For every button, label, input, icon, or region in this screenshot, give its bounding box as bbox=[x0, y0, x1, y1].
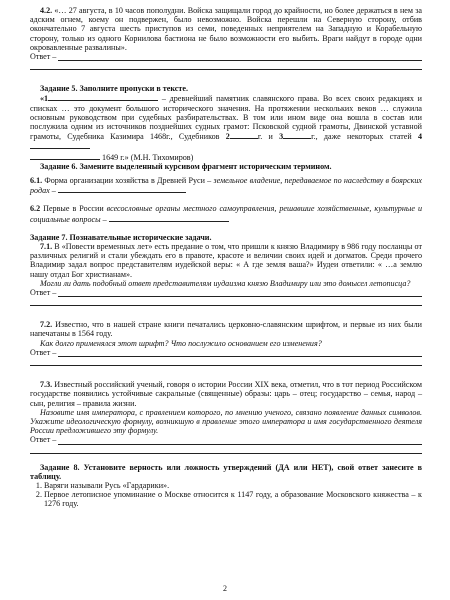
list-item: 1. Варяги называли Русь «Гардарики». bbox=[44, 481, 422, 490]
answer-extra-line[interactable] bbox=[30, 357, 422, 366]
answer-line-7-1[interactable]: Ответ – bbox=[30, 288, 422, 297]
blank-2[interactable] bbox=[230, 131, 258, 139]
answer-6-2[interactable] bbox=[109, 214, 229, 222]
answer-line-4-2[interactable]: Ответ – bbox=[30, 52, 422, 61]
page-number: 2 bbox=[223, 584, 227, 593]
answer-extra-line[interactable] bbox=[30, 445, 422, 454]
list-item: 2. Первое летописное упоминание о Москве относится к 1147 году, а образование Московского княжества – к 1276 году. bbox=[44, 490, 422, 508]
answer-6-1[interactable] bbox=[58, 185, 186, 193]
blank-3[interactable] bbox=[283, 131, 311, 139]
question-6-1: 6.1. Форма организации хозяйства в Древней Руси – земельное владение, передаваемое по наследству в боярских родах – bbox=[30, 176, 422, 196]
blank-1[interactable] bbox=[48, 93, 158, 101]
answer-extra-line[interactable] bbox=[30, 297, 422, 306]
question-7-2: 7.2. Известно, что в нашей стране книги печатались церковно-славянским шрифтом, и первые из них были напечатаны в 1564 году. bbox=[30, 320, 422, 339]
question-4-2: 4.2. «… 27 августа, в 10 часов пополудни. Войска защищали город до крайности, но более держаться в нем за адским огнем, коему он подвержен, было невозможно. Войска перешли на Северную сторону, отбив окончательно 7 августа шесть приступов из семи, поведенных неприятелем на Западную и Корабельную сторону, только из одного Корнилова бастиона не было возможности его выбить. Враги найдут в городе одни окровавленные развалины». bbox=[30, 6, 422, 52]
blank-4-cont[interactable] bbox=[30, 152, 100, 160]
question-7-3: 7.3. Известный российский ученый, говоря о истории России XIX века, отметил, что в тот период Российском государстве появились устойчивые сакральные (священные) образы: царь – отец; государство – семья, народ – сын, религия – правила жизни. bbox=[30, 380, 422, 408]
worksheet-page bbox=[30, 6, 422, 509]
answer-line-7-2[interactable]: Ответ – bbox=[30, 348, 422, 357]
answer-line-7-3[interactable]: Ответ – bbox=[30, 435, 422, 444]
answer-extra-line[interactable] bbox=[30, 61, 422, 70]
question-7-3-prompt: Назовите имя императора, с правлением которого, по мнению ученого, связано появление данных символов. Укажите идеологическую формулу, возникшую в правление этого императора и имя государственного деятеля России предложившего эту формулу. bbox=[30, 407, 422, 436]
task-7-title: Задание 7. Познавательные исторические задачи. bbox=[30, 232, 212, 242]
question-6-2: 6.2 Первые в России всесословные органы местного самоуправления, решавшие хозяйственные, культурные и социальные вопросы – bbox=[30, 204, 422, 224]
task-8-title: Задание 8. Установите верность или ложность утверждений (ДА или НЕТ), свой ответ занесите в таблицу. bbox=[30, 462, 422, 481]
task-5-source: 1649 г.» (М.Н. Тихомиров) bbox=[30, 152, 422, 162]
blank-4[interactable] bbox=[30, 141, 90, 149]
task-5-text: «1 – древнейший памятник славянского права. Во всех своих редакциях и списках … это документ большого исторического значения. На протяжении нескольких веков … служила основным руководством при судебных разбирательствах. В том или ином виде она вошла в состав или послужила одним из источников позднейших судных грамот: Псковской судной грамоты, Двинской уставной грамоты, Судебника Казимира 1468г., Судебников 2 г. и 3 г., даже некоторых статей 4 bbox=[30, 93, 422, 151]
question-7-1-prompt: Могли ли дать подобный ответ представителям иудаизма князю Владимиру или это домысел летописца? bbox=[40, 278, 411, 288]
question-7-1: 7.1. В «Повести временных лет» есть предание о том, что пришли к князю Владимиру в 986 году посланцы от различных религий и стали убеждать его в правоте, красоте и величии своих идей и догматов. Среди прочего Владимир задал вопрос представителям иудейской веры: « А где земля ваша?» Иудеи ответили: « …а землю нашу отдал Бог христианам». bbox=[30, 242, 422, 279]
task-8-statements bbox=[30, 481, 422, 509]
task-5-title: Задание 5. Заполните пропуски в тексте. bbox=[40, 84, 188, 94]
task-6-title: Задание 6. Замените выделенный курсивом фрагмент историческим термином. bbox=[40, 161, 332, 171]
question-7-2-prompt: Как долго применялся этот шрифт? Что послужило основанием его изменения? bbox=[40, 338, 322, 348]
